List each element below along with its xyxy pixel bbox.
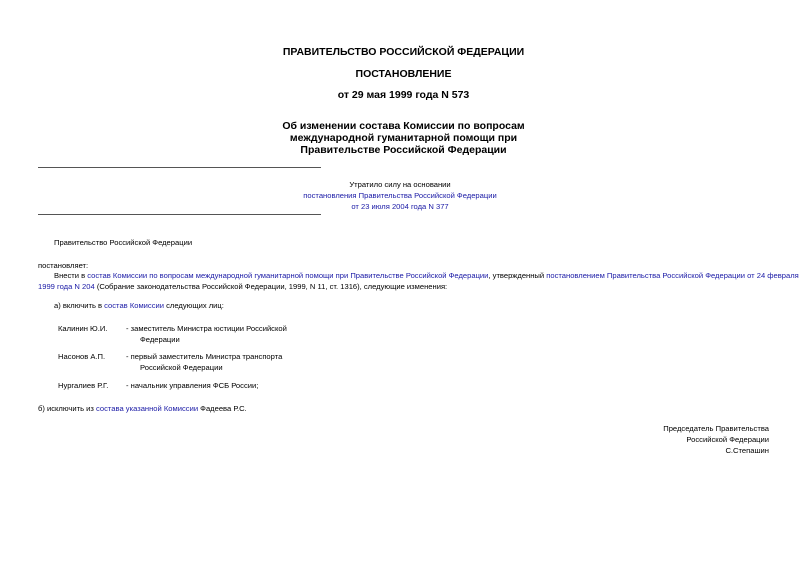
government-heading: ПРАВИТЕЛЬСТВО РОССИЙСКОЙ ФЕДЕРАЦИИ — [282, 46, 525, 58]
document-date-number: от 29 мая 1999 года N 573 — [337, 89, 470, 101]
title-line: Правительстве Российской Федерации — [300, 144, 507, 156]
decree-204-link[interactable]: постановлением Правительства Российской Федерации от 24 февраля — [546, 271, 799, 280]
person-role-line: Российской Федерации — [140, 363, 223, 372]
decree-204-link-cont[interactable]: 1999 года N 204 — [38, 282, 95, 291]
paragraph-1-line-1 — [54, 270, 799, 281]
item-a — [54, 300, 224, 311]
person-role — [126, 380, 258, 391]
person-role-line: Федерации — [140, 335, 180, 344]
paragraph-1-line-2 — [38, 281, 447, 292]
person-role — [126, 323, 287, 345]
commission-composition-link-2[interactable]: состава указанной Комиссии — [95, 404, 199, 413]
status-link-date[interactable]: от 23 июля 2004 года N 377 — [351, 202, 449, 211]
item-b — [38, 403, 247, 414]
status-text: Утратило силу на основании — [349, 180, 451, 189]
document-type: ПОСТАНОВЛЕНИЕ — [355, 68, 452, 80]
signature-org: Российской Федерации — [686, 435, 769, 444]
item-a-post: следующих лиц: — [164, 301, 224, 310]
person-role-line: - начальник управления ФСБ России; — [126, 381, 259, 390]
signature-block — [663, 423, 769, 456]
title-line: Об изменении состава Комиссии по вопросам — [282, 120, 525, 132]
status-link-decree[interactable]: постановления Правительства Российской Федерации — [303, 191, 497, 200]
commission-composition-link[interactable]: состав Комиссии по вопросам международной гуманитарной помощи при Правительстве Российской Федерации — [87, 271, 489, 280]
person-name: Нургалиев Р.Г. — [58, 381, 109, 390]
item-b-post: Фадеева Р.С. — [198, 404, 247, 413]
p1-pre: Внести в — [54, 271, 88, 280]
person-role-line: - заместитель Министра юстиции Российской — [126, 324, 287, 333]
divider-bottom — [38, 214, 321, 215]
status-note — [220, 179, 580, 212]
person-name: Калинин Ю.И. — [58, 324, 108, 333]
item-a-pre: а) включить в — [54, 301, 105, 310]
p1-line2-rest: (Собрание законодательства Российской Федерации, 1999, N 11, ст. 1316), следующие изменения: — [94, 282, 448, 291]
document-title — [0, 120, 807, 156]
commission-link[interactable]: состав Комиссии — [104, 301, 165, 310]
person-role — [126, 351, 282, 373]
item-b-pre: б) исключить из — [38, 404, 96, 413]
intro-text: Правительство Российской Федерации — [54, 238, 193, 247]
signature-title: Председатель Правительства — [663, 424, 769, 433]
title-line: международной гуманитарной помощи при — [289, 132, 518, 144]
divider-top — [38, 167, 321, 168]
person-role-line: - первый заместитель Министра транспорта — [126, 352, 283, 361]
signature-name: С.Степашин — [725, 446, 769, 455]
person-name: Насонов А.П. — [58, 352, 106, 361]
decrees-text: постановляет: — [38, 261, 89, 270]
p1-mid: , утвержденный — [488, 271, 547, 280]
